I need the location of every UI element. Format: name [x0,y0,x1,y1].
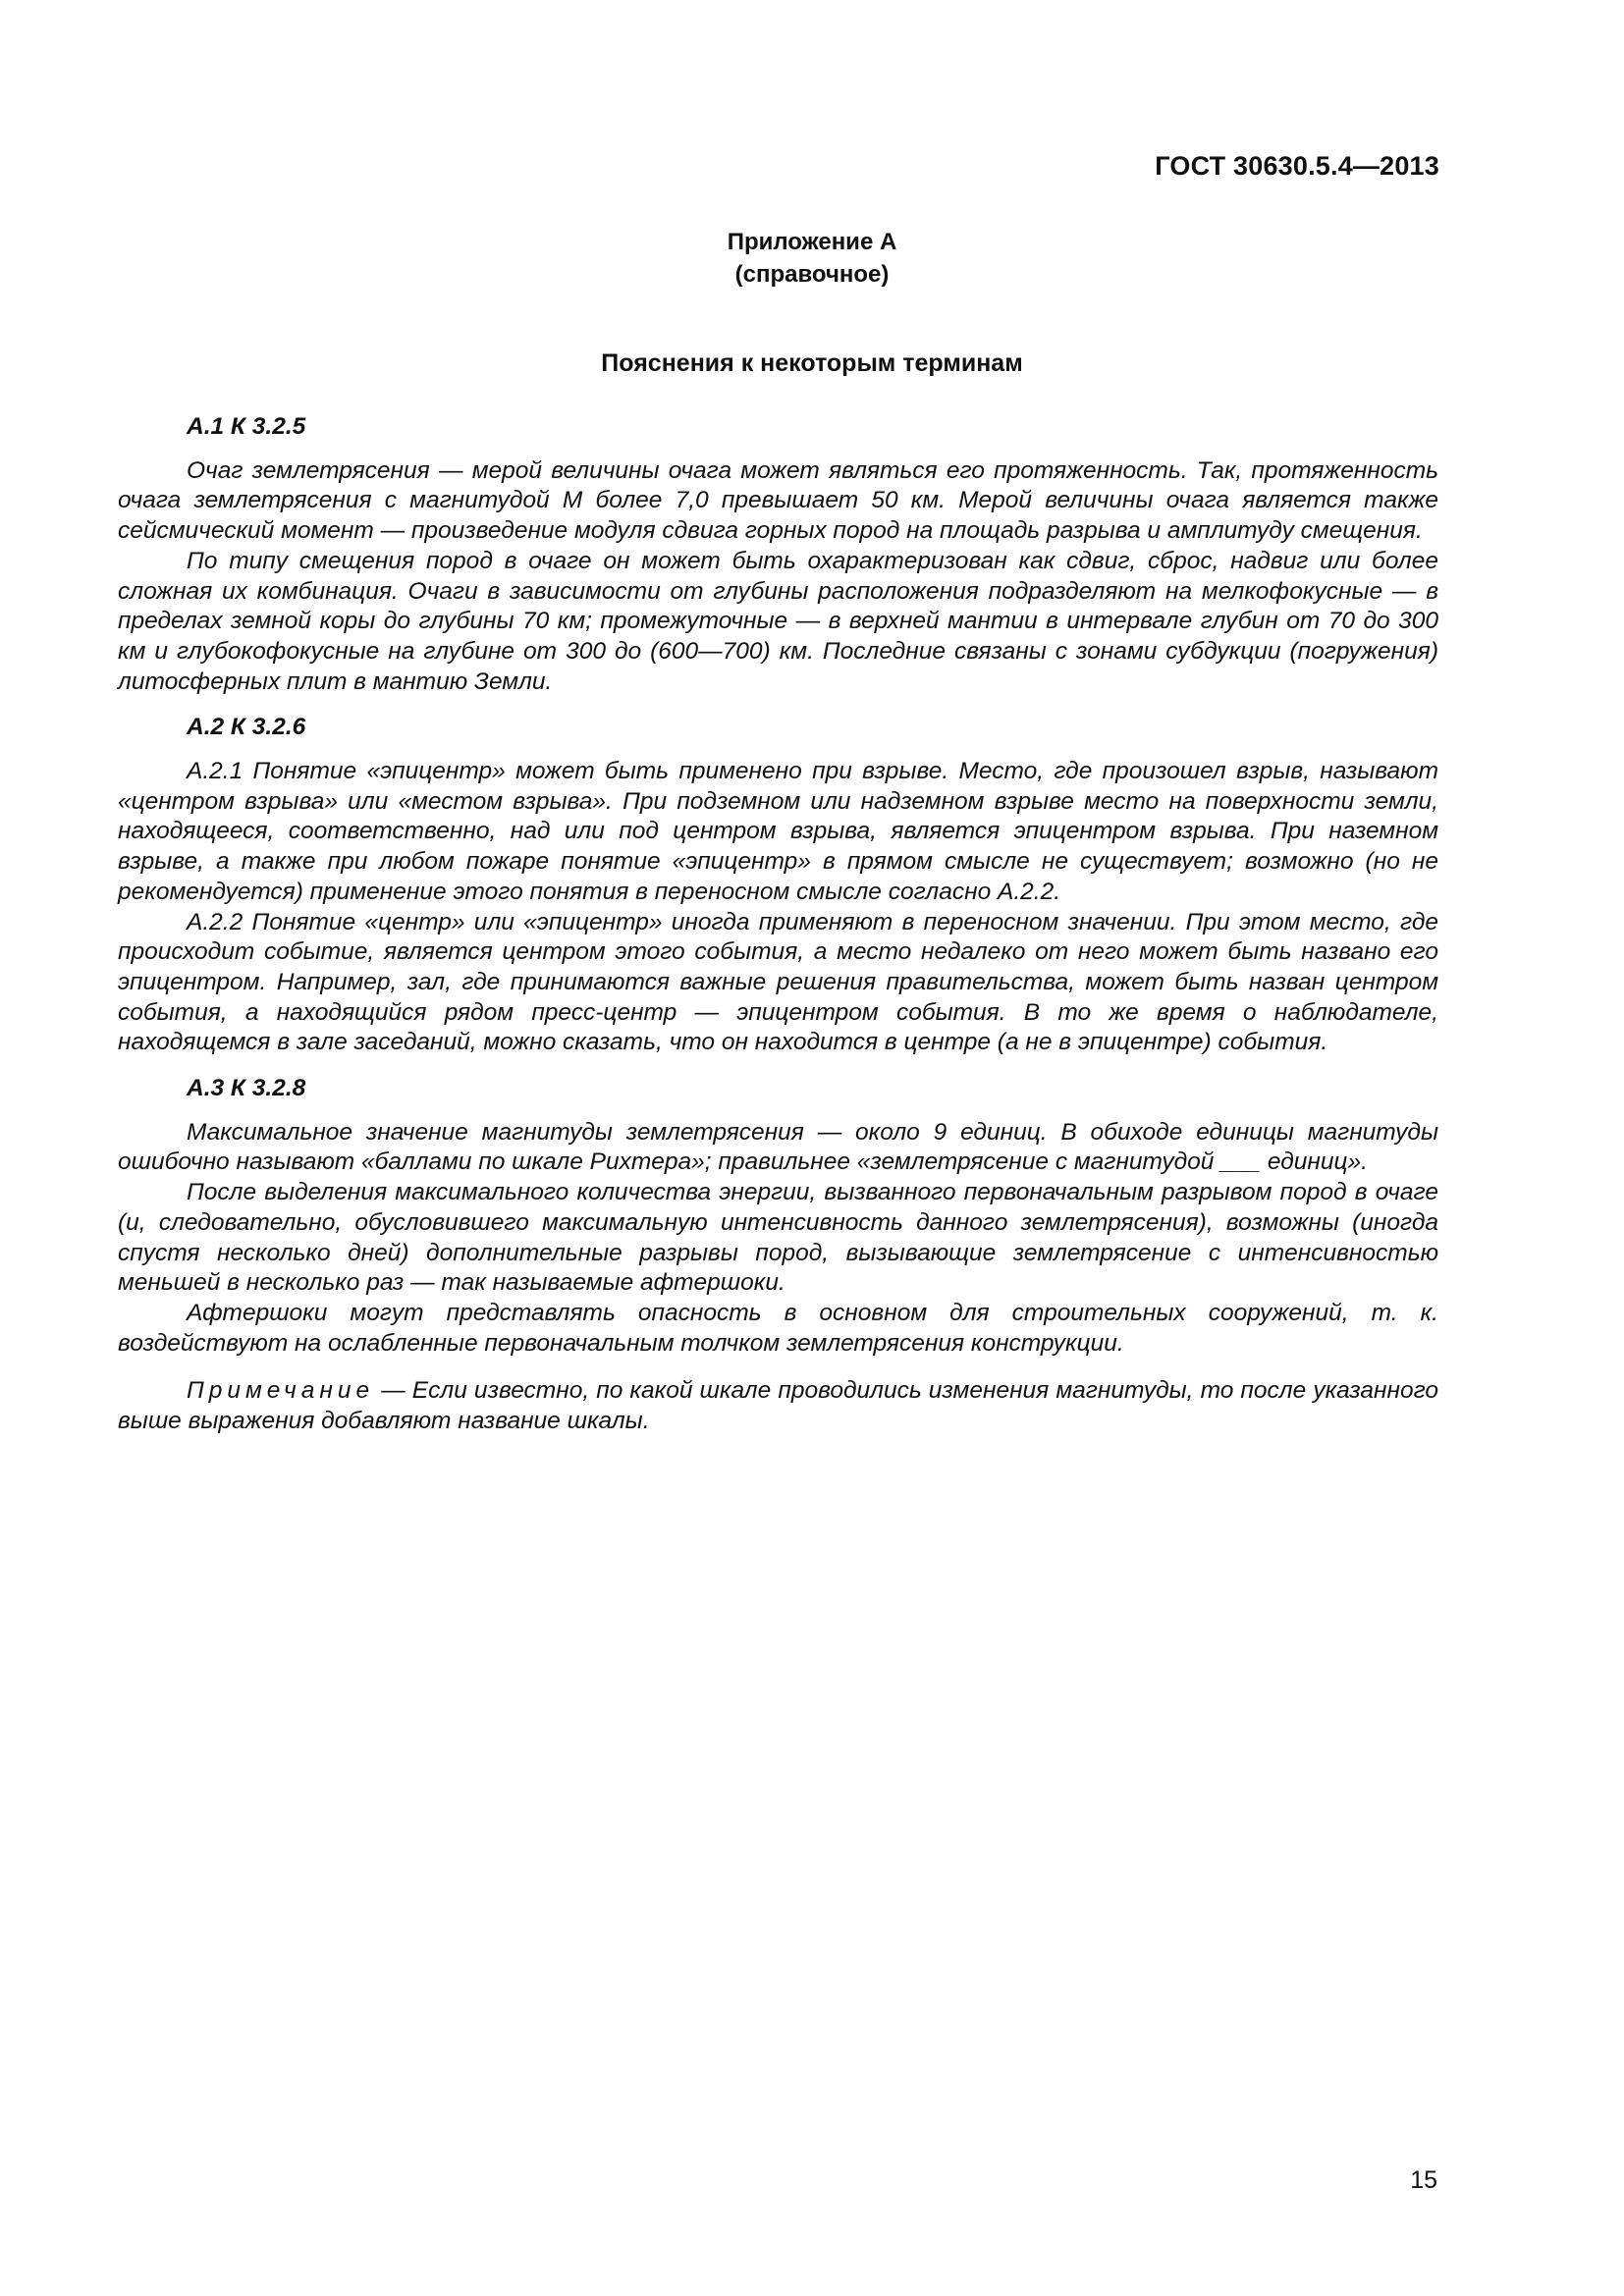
section-title: А.2 К 3.2.6 [187,714,306,741]
document-body [118,412,1438,1461]
section-title: А.1 К 3.2.5 [187,413,306,440]
appendix-block [0,226,1624,291]
paragraph: Афтершоки могут представлять опасность в основном для строительных сооружений, т. к. воздействуют на ослабленные первоначальным толчком землетрясения конструкции. [118,1299,1438,1357]
paragraph: А.2.2 Понятие «центр» или «эпицентр» иногда применяют в переносном значении. При этом место, где происходит событие, является центром этого события, а место недалеко от него может быть названо его эпицентром. Например, зал, где принимаются важные решения правительства, может быть назван центром события, а находящийся рядом пресс-центр — эпицентром события. В то же время о наблюдателе, находящемся в зале заседаний, можно сказать, что он находится в центре (а не в эпицентре) события. [118,908,1438,1056]
appendix-type: (справочное) [734,261,890,288]
paragraph: После выделения максимального количества энергии, вызванного первоначальным разрывом пород в очаге (и, следовательно, обусловившего максимальную интенсивность данного землетрясения), возможны (иногда спустя несколько дней) дополнительные разрывы пород, вызывающие землетрясение с интенсивностью меньшей в несколько раз — так называемые афтершоки. [118,1179,1438,1297]
section-a3 [118,1074,1438,1359]
note-text: — Если известно, по какой шкале проводились изменения магнитуды, то после указанного выше выражения добавляют название шкалы. [118,1377,1438,1435]
document-code: ГОСТ 30630.5.4—2013 [1155,151,1439,181]
page-title: Пояснения к некоторым терминам [601,349,1023,377]
section-title: А.3 К 3.2.8 [187,1075,306,1102]
paragraph: Очаг землетрясения — мерой величины очага может являться его протяженность. Так, протяженность очага землетрясения с магнитудой М более 7,0 превышает 50 км. Мерой величины очага является также сейсмический момент — произведение модуля сдвига горных пород на площадь разрыва и амплитуду смещения. [118,456,1438,545]
paragraph: Максимальное значение магнитуды землетрясения — около 9 единиц. В обиходе единицы магнитуды ошибочно называют «баллами по шкале Рихтера»; правильнее «землетрясение с магнитудой ___ единиц». [118,1118,1438,1176]
section-a1 [118,412,1438,697]
note-label: Примечание [187,1377,375,1405]
section-a2 [118,713,1438,1058]
page-number: 15 [1410,2166,1437,2194]
paragraph: По типу смещения пород в очаге он может быть охарактеризован как сдвиг, сброс, надвиг или более сложная их комбинация. Очаги в зависимости от глубины расположения подразделяют на мелкофокусные — в пределах земной коры до глубины 70 км; промежуточные — в верхней мантии в интервале глубин от 70 до 300 км и глубокофокусные на глубине от 300 до (600—700) км. Последние связаны с зонами субдукции (погружения) литосферных плит в мантию Земли. [118,547,1438,695]
appendix-title: Приложение А [727,229,897,255]
paragraph: А.2.1 Понятие «эпицентр» может быть применено при взрыве. Место, где произошел взрыв, называют «центром взрыва» или «местом взрыва». При подземном или надземном взрыве место на поверхности земли, находящееся, соответственно, над или под центром взрыва, является эпицентром взрыва. При наземном взрыве, а также при любом пожаре понятие «эпицентр» в прямом смысле не существует; возможно (но не рекомендуется) применение этого понятия в переносном смысле согласно А.2.2. [118,758,1438,905]
note [118,1376,1438,1436]
